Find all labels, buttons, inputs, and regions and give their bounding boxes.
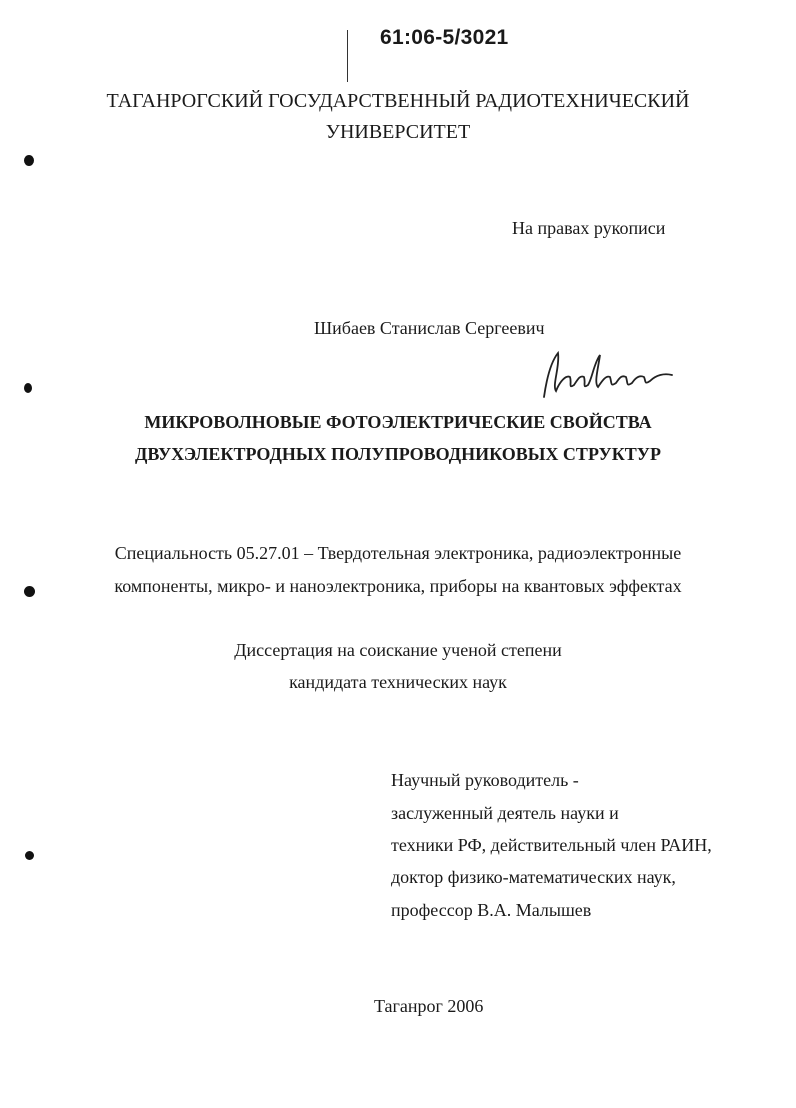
binding-hole-mark <box>24 155 34 166</box>
margin-rule <box>347 30 348 82</box>
advisor-line-4: доктор физико-математических наук, <box>391 867 676 887</box>
university-name-line-1: ТАГАНРОГСКИЙ ГОСУДАРСТВЕННЫЙ РАДИОТЕХНИЧЕСКИЙ <box>106 90 690 112</box>
advisor-line-5: профессор В.А. Малышев <box>391 900 592 920</box>
author-name: Шибаев Станислав Сергеевич <box>314 318 545 338</box>
dissertation-line-2: кандидата технических наук <box>289 672 507 692</box>
city-year: Таганрог 2006 <box>374 996 484 1016</box>
catalog-code: 61:06-5/3021 <box>380 26 509 49</box>
author-signature <box>536 345 676 401</box>
thesis-title-line-2: ДВУХЭЛЕКТРОДНЫХ ПОЛУПРОВОДНИКОВЫХ СТРУКТУР <box>135 444 661 464</box>
advisor-line-2: заслуженный деятель науки и <box>391 803 619 823</box>
binding-hole-mark <box>24 586 35 597</box>
thesis-title-line-1: МИКРОВОЛНОВЫЕ ФОТОЭЛЕКТРИЧЕСКИЕ СВОЙСТВА <box>144 412 652 432</box>
advisor-line-3: техники РФ, действительный член РАИН, <box>391 835 712 855</box>
university-name-line-2: УНИВЕРСИТЕТ <box>325 121 471 143</box>
binding-hole-mark <box>25 851 34 860</box>
dissertation-line-1: Диссертация на соискание ученой степени <box>234 640 562 660</box>
rights-notice: На правах рукописи <box>512 218 666 238</box>
binding-hole-mark <box>24 383 32 393</box>
specialty-line-2: компоненты, микро- и наноэлектроника, приборы на квантовых эффектах <box>114 576 682 596</box>
advisor-line-1: Научный руководитель - <box>391 770 579 790</box>
specialty-line-1: Специальность 05.27.01 – Твердотельная электроника, радиоэлектронные <box>114 543 682 563</box>
